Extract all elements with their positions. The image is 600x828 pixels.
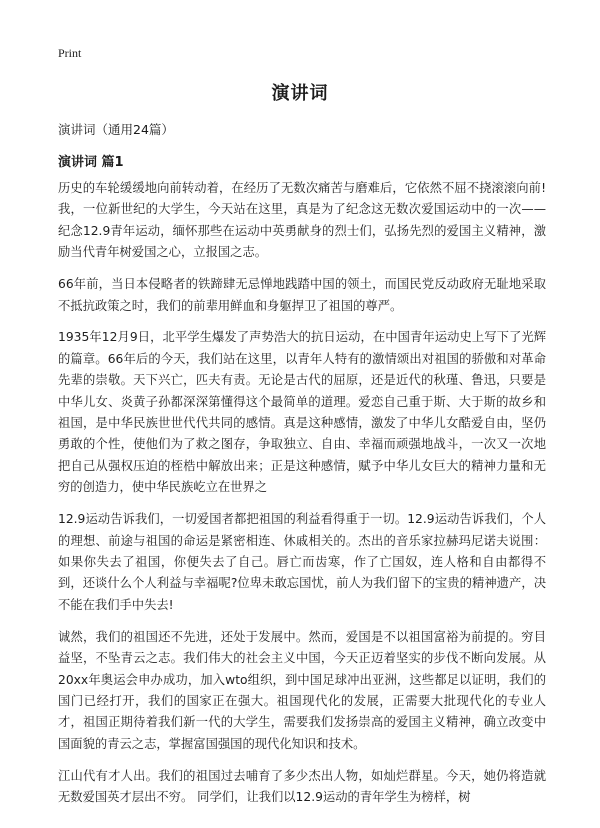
paragraph: 历史的车轮缓缓地向前转动着，在经历了无数次痛苦与磨难后，它依然不屈不挠滚滚向前!我，一位新世纪的大学生，今天站在这里，真是为了纪念这无数次爱国运动中的一次——纪念12.9青年运动，缅怀那些在运动中英勇献身的烈士们，弘扬先烈的爱国主义精神，激励当代青年树爱国之心，立报国之志。 [58,181,546,260]
section-heading: 演讲词 篇1 [58,155,124,170]
paragraph: 1935年12月9日，北平学生爆发了声势浩大的抗日运动，在中国青年运动史上写下了光辉的篇章。66年后的今天，我们站在这里，以青年人特有的激情颂出对祖国的骄傲和对革命先辈的崇敬。天下兴亡，匹夫有责。无论是古代的屈原，还是近代的秋瑾、鲁迅，只要是中华儿女、炎黄子孙都深深第懂得这个最简单的道理。爱恋自己重于斯、大于斯的故乡和祖国，是中华民族世世代代共同的感情。真是这种感情，激发了中华儿女酷爱自由，坚仍勇敢的个性，使他们为了救之图存，争取独立、自由、幸福而顽强地战斗，一次又一次地把自己从强权压迫的桎梏中解放出来；正是这种感情，赋予中华儿女巨大的精神力量和无穷的创造力，使中华民族屹立在世界之 [58,330,546,495]
paragraph: 66年前，当日本侵略者的铁蹄肆无忌惮地践踏中国的领土，而国民党反动政府无耻地采取不抵抗政策之时，我们的前辈用鲜血和身躯捍卫了祖国的尊严。 [58,277,546,313]
paragraph: 诚然，我们的祖国还不先进，还处于发展中。然而，爱国是不以祖国富裕为前提的。穷目益坚，不坠青云之志。我们伟大的社会主义中国，今天正迈着坚实的步伐不断向发展。从20xx年奥运会申办成功，加入wto组织，到中国足球冲出亚洲，这些都足以证明，我们的国门已经打开，我们的国家正在强大。祖国现代化的发展，正需要大批现代化的专业人才，祖国正期待着我们新一代的大学生，需要我们发扬崇高的爱国主义精神，确立改变中国面貌的青云之志，掌握富国强国的现代化知识和技术。 [58,629,546,751]
document-body [58,178,546,819]
paragraph: 江山代有才人出。我们的祖国过去哺育了多少杰出人物，如灿烂群星。今天，她仍将造就无数爱国英才层出不穷。 同学们，让我们以12.9运动的青年学生为榜样，树 [58,768,546,805]
paragraph: 12.9运动告诉我们，一切爱国者都把祖国的利益看得重于一切。12.9运动告诉我们，个人的理想、前途与祖国的命运是紧密相连、休戚相关的。杰出的音乐家拉赫玛尼诺夫说围：如果你失去了祖国，你便失去了自己。唇亡而齿寒，作了亡国奴，连人格和自由都得不到，还谈什么个人利益与幸福呢?位卑未敢忘国忧，前人为我们留下的宝贵的精神遗产，决不能在我们手中失去! [58,512,546,612]
document-subtitle: 演讲词（通用24篇） [58,122,174,137]
print-link[interactable]: Print [58,46,82,60]
document-title: 演讲词 [271,83,329,104]
